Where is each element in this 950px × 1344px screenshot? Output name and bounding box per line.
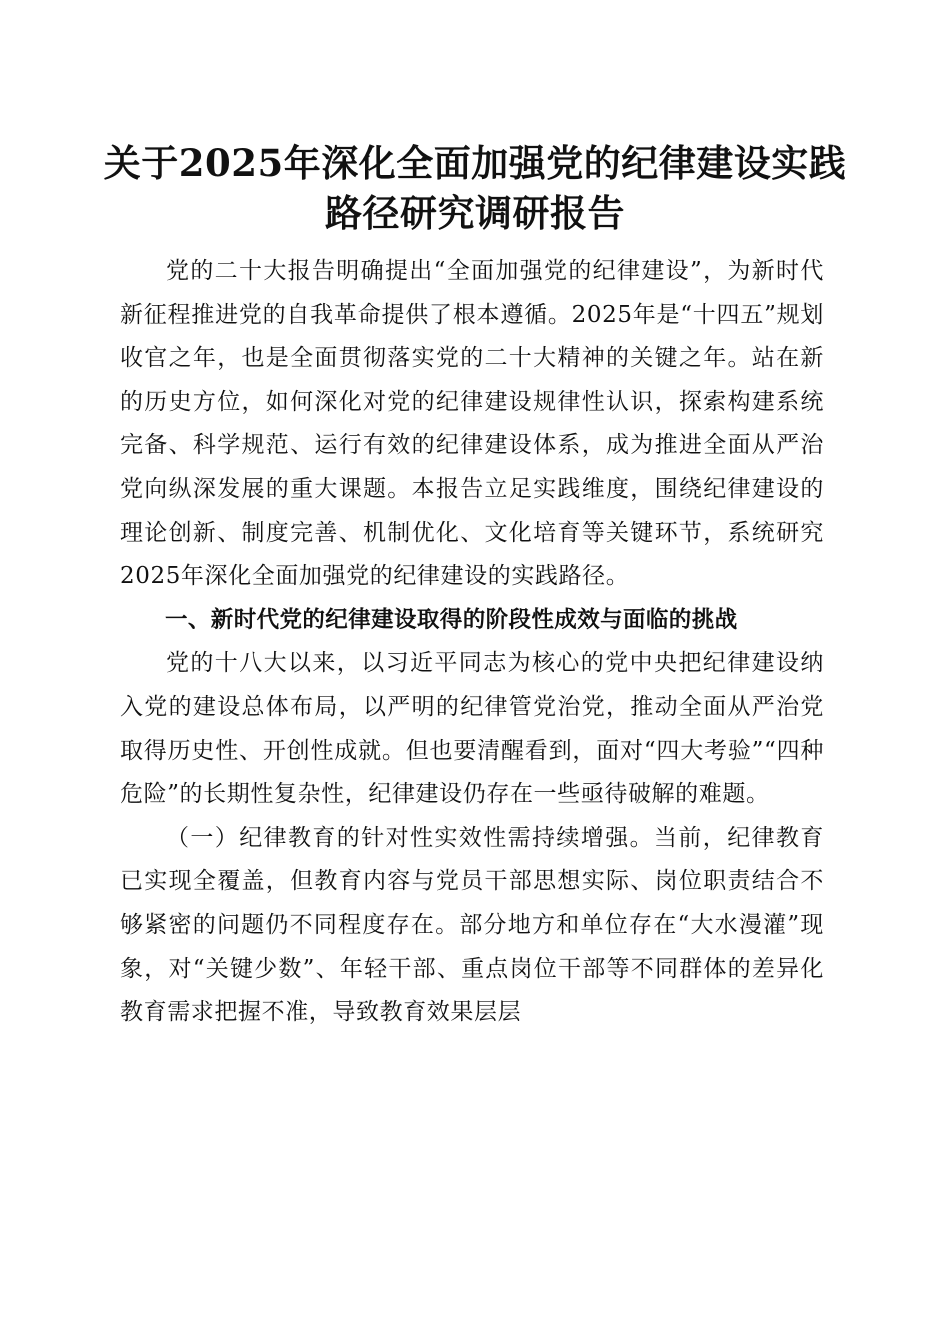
document-body xyxy=(120,250,824,1035)
section-heading-1: 一、新时代党的纪律建设取得的阶段性成效与面临的挑战 xyxy=(165,606,738,633)
title-line-2: 路径研究调研报告 xyxy=(325,191,625,235)
intro-paragraph: 党的二十大报告明确提出“全面加强党的纪律建设”，为新时代新征程推进党的自我革命提供了根本遵循。2025年是“十四五”规划收官之年，也是全面贯彻落实党的二十大精神的关键之年。站在新的历史方位，如何深化对党的纪律建设规律性认识，探索构建系统完备、科学规范、运行有效的纪律建设体系，成为推进全面从严治党向纵深发展的重大课题。本报告立足实践维度，围绕纪律建设的理论创新、制度完善、机制优化、文化培育等关键环节，系统研究2025年深化全面加强党的纪律建设的实践路径。 xyxy=(120,258,824,590)
title-line-1: 关于2025年深化全面加强党的纪律建设实践 xyxy=(103,141,847,185)
subsection-1-paragraph: （一）纪律教育的针对性实效性需持续增强。当前，纪律教育已实现全覆盖，但教育内容与党员干部思想实际、岗位职责结合不够紧密的问题仍不同程度存在。部分地方和单位存在“大水漫灌”现象，对“关键少数”、年轻干部、重点岗位干部等不同群体的差异化教育需求把握不准，导致教育效果层层 xyxy=(120,824,824,1026)
document-title xyxy=(100,138,850,238)
section-1-paragraph: 党的十八大以来，以习近平同志为核心的党中央把纪律建设纳入党的建设总体布局，以严明的纪律管党治党，推动全面从严治党取得历史性、开创性成就。但也要清醒看到，面对“四大考验”“四种危险”的长期性复杂性，纪律建设仍存在一些亟待破解的难题。 xyxy=(120,650,824,808)
